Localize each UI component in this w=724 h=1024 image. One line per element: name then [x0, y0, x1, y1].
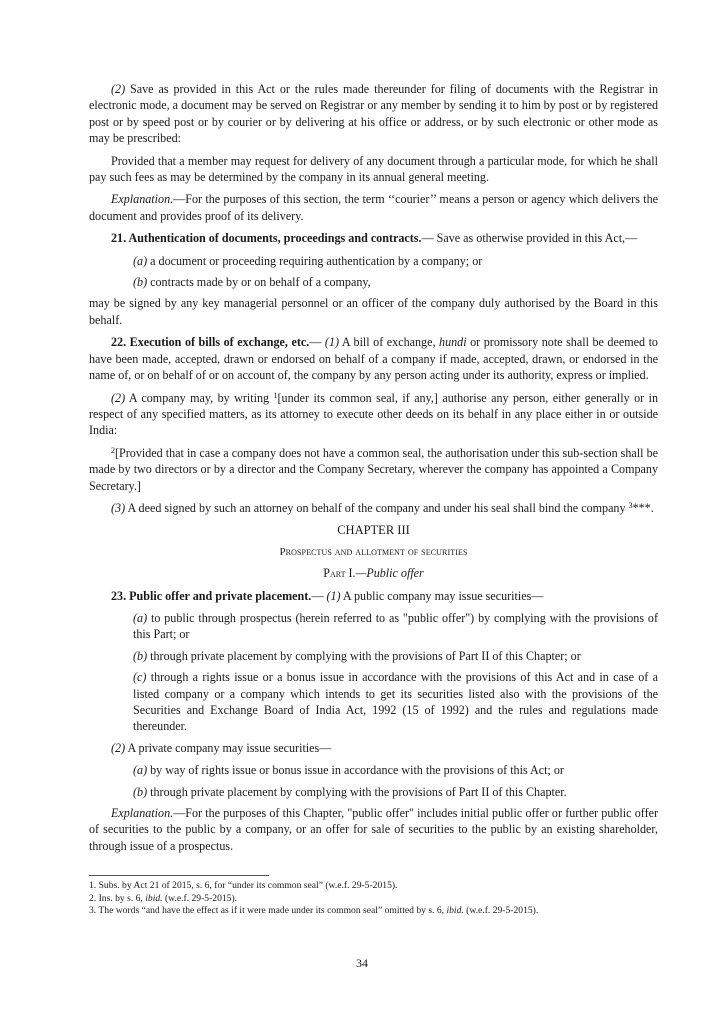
section-23-2-clause-b: [89, 784, 658, 800]
clause-number: (1): [326, 588, 341, 603]
explanation-public-offer: [89, 805, 658, 854]
section-21-clause-b: [89, 274, 658, 290]
footnote-divider: [89, 875, 269, 876]
section-23-1-clause-c: [89, 669, 658, 735]
section-20-subsection-2: [89, 81, 658, 147]
section-21-text: — Save as otherwise provided in this Act,—: [421, 231, 638, 246]
explanation-text: —For the purposes of this Chapter, "public offer" includes initial public offer or further public offer of securities to the public by a company, or an offer for sale of securities to the public by an existing shareholder, through issue of a prospectus.: [89, 806, 658, 853]
explanation-text: —For the purposes of this section, the term ‘‘courier’’ means a person or agency which delivers the document and provides proof of its delivery.: [89, 192, 658, 223]
footnote-text: 1. Subs. by Act 21 of 2015, s. 6, for “under its common seal” (w.e.f. 29-5-2015).: [89, 880, 398, 892]
section-23-subsection-2: [89, 740, 658, 756]
paragraph-text: [under its common seal, if any,] authorise any person, either generally or in respect of any specified matters, as its attorney to execute other deeds on its behalf in any place either in or outside India:: [89, 390, 658, 438]
clause-label: (b): [133, 648, 148, 663]
chapter-subtitle: Prospectus and allotment of securities: [279, 545, 468, 558]
dash: —: [309, 335, 325, 350]
clause-number: (1): [324, 335, 340, 350]
clause-number: (2): [111, 390, 126, 405]
section-22-heading: 22. Execution of bills of exchange, etc.: [111, 335, 310, 350]
clause-label: (b): [133, 784, 148, 799]
footnote-ref-2: 2: [111, 445, 115, 455]
clause-label: (c): [133, 670, 147, 685]
part-title: —Public offer: [355, 566, 424, 581]
section-22-subsection-2: [89, 390, 658, 439]
footnote-text: (w.e.f. 29-5-2015).: [162, 892, 238, 904]
clause-label: (a): [133, 763, 148, 778]
footnote-text: 3. The words “and have the effect as if it were made under its common seal” omitted by s. 6,: [89, 905, 447, 917]
part-label: Part I.: [323, 566, 356, 581]
footnote-text: (w.e.f. 29-5-2015).: [463, 905, 539, 917]
paragraph-text: A public company may issue securities—: [340, 588, 544, 603]
section-23-2-clause-a: [89, 762, 658, 778]
ibid-term: ibid.: [145, 892, 163, 904]
section-21-heading: 21. Authentication of documents, proceedings and contracts.: [111, 231, 422, 246]
clause-text: contracts made by or on behalf of a company,: [147, 275, 371, 290]
paragraph-text: A deed signed by such an attorney on behalf of the company and under his seal shall bind the company: [125, 500, 629, 515]
paragraph-text: or promissory note shall be deemed to have been made, accepted, drawn or endorsed on behalf of a company if made, accepted, drawn, or endorsed in the name of, or on behalf of or on account of, the company by any person acting under its authority, express or implied.: [89, 335, 658, 383]
explanation-label: Explanation.: [111, 806, 174, 821]
paragraph-text: Save as provided in this Act or the rules made thereunder for filing of documents with the Registrar in electronic mode, a document may be served on Registrar or any member by sending it to him by post or by registered post or by speed post or by courier or by delivering at his office or address, or by such electronic or other mode as may be prescribed:: [89, 82, 658, 146]
clause-number: (2): [111, 740, 126, 755]
paragraph-text: A private company may issue securities—: [125, 740, 332, 755]
page-number: 34: [356, 956, 368, 970]
footnote-ref-1: 1: [273, 390, 278, 400]
paragraph-text: A bill of exchange,: [339, 335, 440, 350]
section-21: [89, 230, 658, 246]
paragraph-text: A company may, by writing: [125, 390, 274, 405]
part-heading: [89, 565, 658, 581]
omission-marks: ***.: [632, 500, 654, 515]
explanation-courier: [89, 191, 658, 224]
section-23-1-clause-a: [89, 610, 658, 643]
section-23-heading: 23. Public offer and private placement.: [111, 588, 312, 603]
clause-number: (3): [111, 500, 126, 515]
section-21-tail: may be signed by any key managerial personnel or an officer of the company duly authorised by the Board in this behalf.: [89, 296, 658, 327]
footnote-1: [89, 880, 658, 893]
clause-text: through a rights issue or a bonus issue in accordance with the provisions of this Act and in case of a listed company or a company which intends to get its securities listed also with the provisions of the Securities and Exchange Board of India Act, 1992 (15 of 1992) and the rules and regulations made thereunder.: [133, 670, 658, 734]
footnote-text: 2. Ins. by s. 6,: [89, 892, 146, 904]
clause-label: (a): [133, 610, 148, 625]
footnote-ref-3: 3: [628, 500, 633, 510]
footnote-3: [89, 905, 658, 918]
clause-text: through private placement by complying with the provisions of Part II of this Chapter.: [147, 784, 567, 799]
clause-text: to public through prospectus (herein referred to as "public offer") by complying with the provisions of this Part; or: [133, 610, 658, 642]
clause-text: by way of rights issue or bonus issue in accordance with the provisions of this Act; or: [147, 763, 564, 778]
clause-number: (2): [111, 82, 126, 96]
proviso-common-seal: [89, 445, 658, 494]
section-22-subsection-1: [89, 334, 658, 383]
section-21-clause-a: [89, 253, 658, 269]
chapter-title: CHAPTER III: [337, 523, 410, 538]
hundi-term: hundi: [439, 335, 467, 350]
section-23-1-clause-b: [89, 648, 658, 664]
clause-label: (a): [133, 253, 148, 268]
clause-text: through private placement by complying with the provisions of Part II of this Chapter; or: [147, 648, 581, 663]
explanation-label: Explanation.: [111, 192, 174, 207]
footnote-2: [89, 893, 658, 906]
section-23-subsection-1: [89, 588, 658, 604]
dash: —: [311, 588, 327, 603]
clause-text: a document or proceeding requiring authentication by a company; or: [147, 253, 483, 268]
paragraph-text: [Provided that in case a company does not have a common seal, the authorisation under this sub-section shall be made by two directors or by a director and the Company Secretary, wherever the company has appointed a Company Secretary.]: [89, 445, 658, 493]
clause-label: (b): [133, 275, 148, 290]
proviso-delivery-mode: Provided that a member may request for delivery of any document through a particular mode, for which he shall pay such fees as may be determined by the company in its annual general meeting.: [89, 153, 658, 185]
ibid-term: ibid.: [446, 905, 464, 917]
section-22-subsection-3: [89, 500, 658, 516]
